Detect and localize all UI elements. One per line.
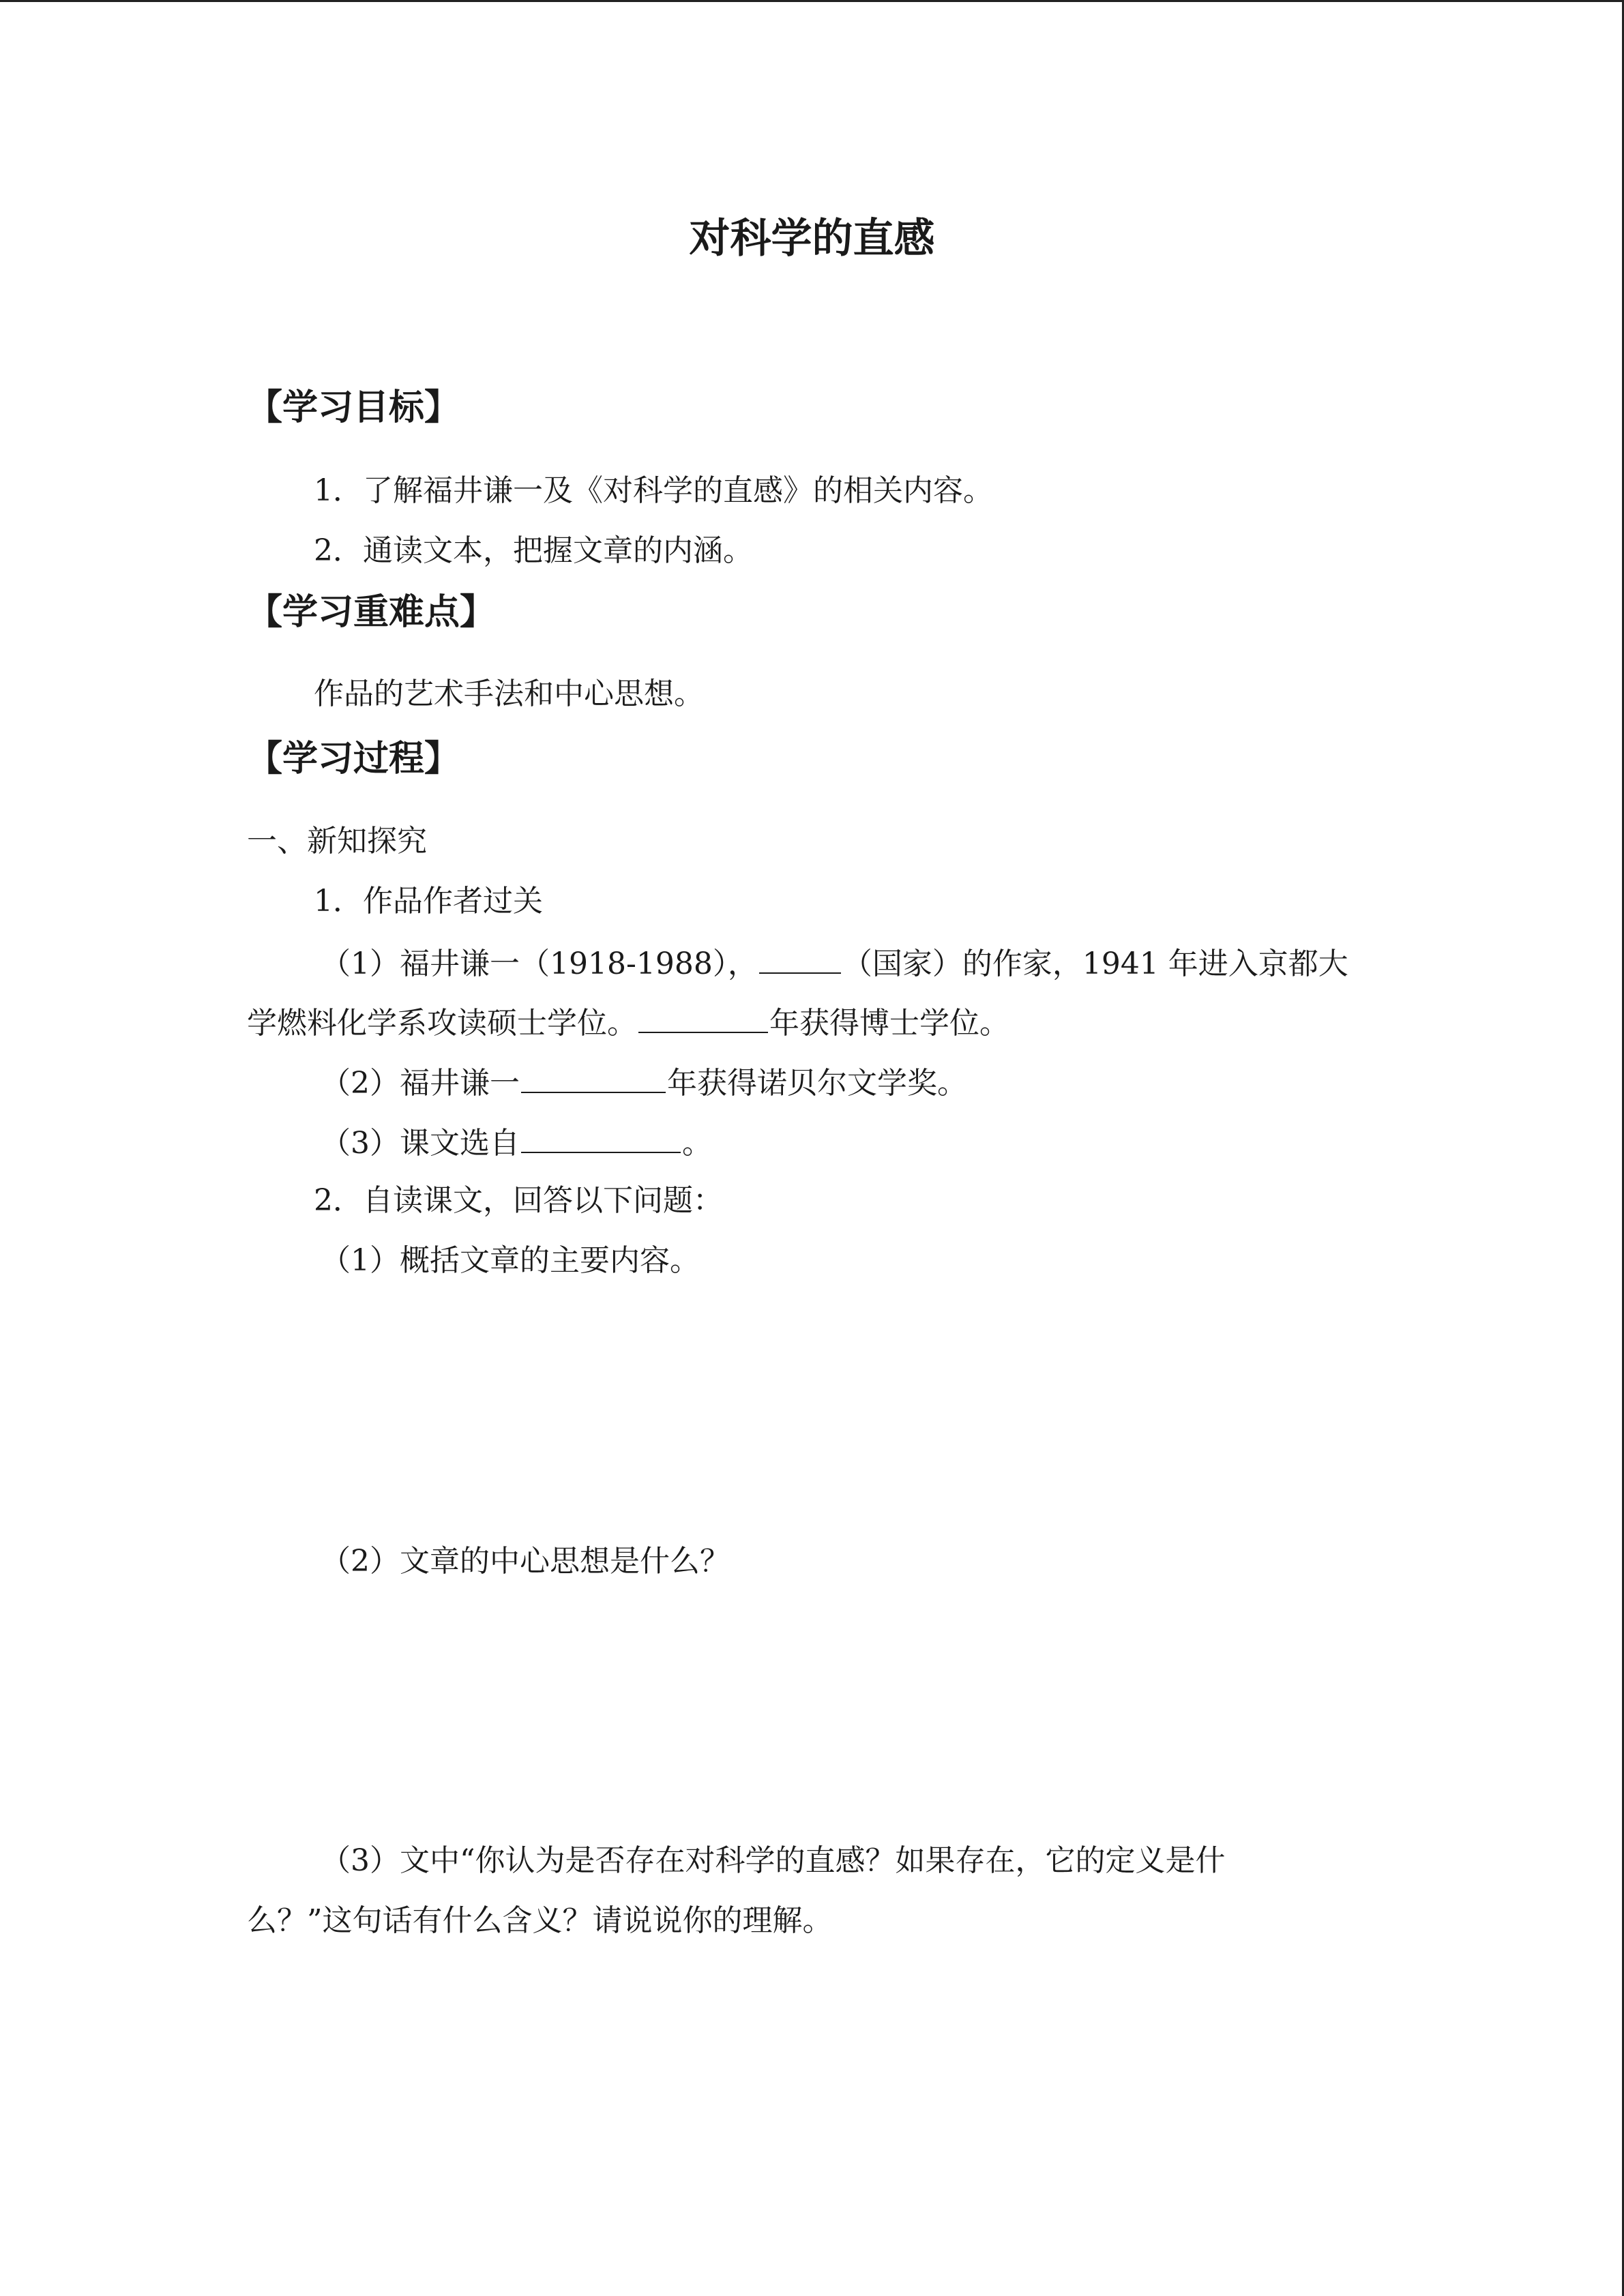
answer-blank-nobel-year[interactable] <box>521 1066 666 1093</box>
section-heading-key-points: 【学习重难点】 <box>247 592 496 633</box>
objective-item-1: 1．了解福井谦一及《对科学的直感》的相关内容。 <box>314 473 993 508</box>
question-2-text-a: （2）福井谦一 <box>321 1066 520 1101</box>
question-1-line-1 <box>321 946 1348 979</box>
question-1-text-b: （国家）的作家，1941 年进入京都大 <box>842 946 1348 981</box>
question-1-text-c: 学燃料化学系攻读硕士学位。 <box>247 1006 637 1041</box>
subheading-author-check: 1．作品作者过关 <box>314 884 543 919</box>
key-points-text: 作品的艺术手法和中心思想。 <box>314 676 704 711</box>
reading-question-2: （2）文章的中心思想是什么？ <box>321 1544 730 1579</box>
subheading-self-reading: 2．自读课文，回答以下问题： <box>314 1183 723 1218</box>
reading-question-1: （1）概括文章的主要内容。 <box>321 1243 700 1278</box>
reading-question-3-line-1: （3）文中“你认为是否存在对科学的直感？如果存在，它的定义是什 <box>321 1843 1226 1878</box>
part-heading-new-knowledge: 一、新知探究 <box>247 824 427 859</box>
document-title: 对科学的直感 <box>689 215 935 263</box>
objective-item-2: 2．通读文本，把握文章的内涵。 <box>314 533 753 568</box>
section-heading-process: 【学习过程】 <box>247 739 460 779</box>
question-2-text-b: 年获得诺贝尔文学奖。 <box>667 1066 967 1101</box>
question-3-text-b: 。 <box>682 1126 712 1161</box>
question-1-line-2 <box>247 1006 1009 1039</box>
section-heading-objectives: 【学习目标】 <box>247 387 460 428</box>
answer-blank-phd-year[interactable] <box>638 1006 768 1033</box>
answer-blank-country[interactable] <box>759 946 841 974</box>
question-1-text-d: 年获得博士学位。 <box>769 1006 1009 1041</box>
reading-question-3-line-2: 么？”这句话有什么含义？请说说你的理解。 <box>247 1903 833 1938</box>
question-1-text-a: （1）福井谦一（1918-1988）， <box>321 946 758 981</box>
question-2 <box>321 1066 967 1099</box>
question-3-text-a: （3）课文选自 <box>321 1126 520 1161</box>
question-3 <box>321 1126 712 1159</box>
answer-blank-source[interactable] <box>521 1126 681 1153</box>
